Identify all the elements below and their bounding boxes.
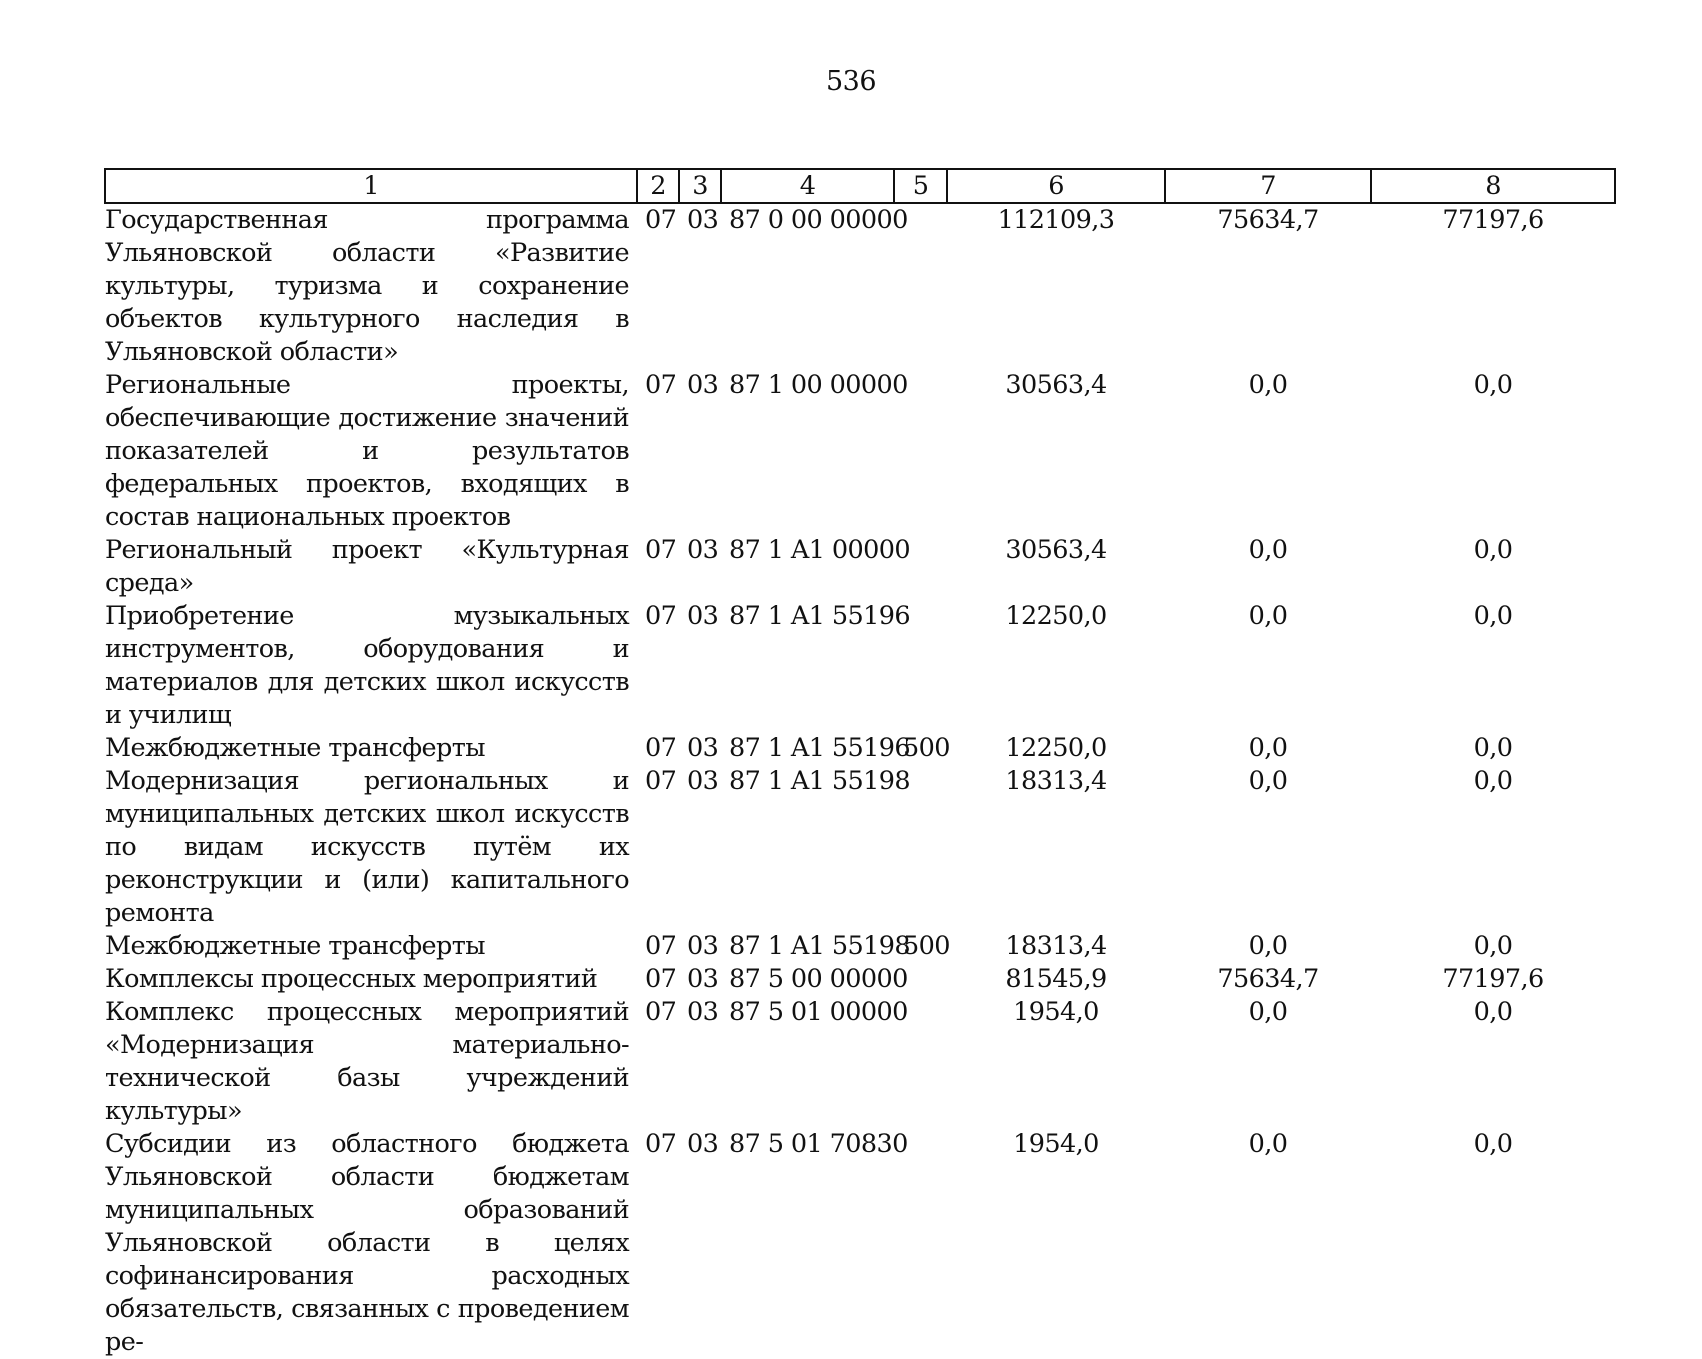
row-section: 07 [645,205,677,235]
row-target-code: 87 5 00 00000 [729,964,908,994]
row-description: Межбюджетные трансферты [105,733,485,763]
row-amount-8: 0,0 [1473,733,1513,763]
row-amount-6: 12250,0 [1005,733,1107,763]
row-description: Региональный проект «Культурная среда» [105,535,629,598]
row-amount-8: 0,0 [1473,766,1513,796]
row-amount-8: 0,0 [1473,1129,1513,1159]
row-description: Государственная программа Ульяновской области «Развитие культуры, туризма и сохранение объектов культурного наследия в Ульяновской области» [105,205,629,367]
row-subsection: 03 [687,931,719,961]
row-amount-6: 18313,4 [1005,931,1107,961]
table-row [105,996,1615,1128]
row-target-code: 87 0 00 00000 [729,205,908,235]
row-amount-6: 112109,3 [997,205,1115,235]
table-row [105,203,1615,369]
row-amount-8: 0,0 [1473,997,1513,1027]
row-expense-type: 500 [903,733,950,763]
row-description: Приобретение музыкальных инструментов, оборудования и материалов для детских школ искусств и училищ [105,601,629,730]
row-amount-8: 0,0 [1473,535,1513,565]
row-amount-7: 0,0 [1248,1129,1288,1159]
row-description: Комплекс процессных мероприятий «Модернизация материально-технической базы учреждений культуры» [105,997,629,1126]
row-target-code: 87 1 00 00000 [729,370,908,400]
row-amount-7: 0,0 [1248,733,1288,763]
row-subsection: 03 [687,1129,719,1159]
row-amount-7: 0,0 [1248,997,1288,1027]
row-subsection: 03 [687,733,719,763]
row-amount-7: 0,0 [1248,370,1288,400]
row-amount-6: 12250,0 [1005,601,1107,631]
row-subsection: 03 [687,997,719,1027]
row-target-code: 87 1 A1 55196 [729,601,910,631]
row-subsection: 03 [687,370,719,400]
table-row [105,930,1615,963]
row-expense-type: 500 [903,931,950,961]
row-amount-8: 0,0 [1473,601,1513,631]
row-section: 07 [645,535,677,565]
row-amount-8: 77197,6 [1442,205,1544,235]
row-amount-8: 0,0 [1473,931,1513,961]
row-section: 07 [645,1129,677,1159]
row-description: Модернизация региональных и муниципальных детских школ искусств по видам искусств путём их реконструкции и (или) капитального ремонта [105,766,629,928]
row-amount-6: 1954,0 [1013,1129,1099,1159]
row-description: Комплексы процессных мероприятий [105,964,598,994]
page-number: 536 [825,66,877,97]
table-row [105,732,1615,765]
row-amount-7: 0,0 [1248,931,1288,961]
row-amount-6: 1954,0 [1013,997,1099,1027]
row-amount-7: 75634,7 [1217,205,1319,235]
table-row [105,534,1615,600]
row-section: 07 [645,766,677,796]
row-section: 07 [645,733,677,763]
row-section: 07 [645,997,677,1027]
row-description: Субсидии из областного бюджета Ульяновской области бюджетам муниципальных образований Ульяновской области в целях софинансирования расходных обязательств, связанных с проведением ре- [105,1129,629,1357]
row-target-code: 87 1 A1 00000 [729,535,910,565]
row-expense-type [894,1128,947,1359]
table-row [105,369,1615,534]
column-header-3: 3 [679,169,721,203]
row-amount-8: 0,0 [1473,370,1513,400]
table-row [105,1128,1615,1359]
row-amount-6: 30563,4 [1005,535,1107,565]
row-section: 07 [645,931,677,961]
row-subsection: 03 [687,601,719,631]
table-header-row [105,169,1615,203]
row-section: 07 [645,601,677,631]
row-section: 07 [645,964,677,994]
row-amount-6: 18313,4 [1005,766,1107,796]
row-amount-8: 77197,6 [1442,964,1544,994]
column-header-8: 8 [1371,169,1615,203]
column-header-5: 5 [894,169,947,203]
row-subsection: 03 [687,766,719,796]
row-description: Межбюджетные трансферты [105,931,485,961]
row-amount-6: 81545,9 [1005,964,1107,994]
column-header-6: 6 [947,169,1165,203]
table-row [105,600,1615,732]
row-target-code: 87 5 01 70830 [729,1129,908,1159]
row-subsection: 03 [687,535,719,565]
column-header-2: 2 [637,169,679,203]
row-amount-7: 75634,7 [1217,964,1319,994]
table-row [105,765,1615,930]
row-subsection: 03 [687,964,719,994]
budget-table [104,168,1616,1359]
row-target-code: 87 5 01 00000 [729,997,908,1027]
row-amount-6: 30563,4 [1005,370,1107,400]
row-subsection: 03 [687,205,719,235]
table-row [105,963,1615,996]
row-amount-7: 0,0 [1248,535,1288,565]
column-header-7: 7 [1165,169,1371,203]
row-target-code: 87 1 A1 55198 [729,931,910,961]
row-amount-7: 0,0 [1248,601,1288,631]
column-header-1: 1 [105,169,637,203]
column-header-4: 4 [721,169,894,203]
row-target-code: 87 1 A1 55196 [729,733,910,763]
row-amount-7: 0,0 [1248,766,1288,796]
row-section: 07 [645,370,677,400]
row-description: Региональные проекты, обеспечивающие достижение значений показателей и результатов федеральных проектов, входящих в состав национальных проектов [105,370,629,532]
row-target-code: 87 1 A1 55198 [729,766,910,796]
